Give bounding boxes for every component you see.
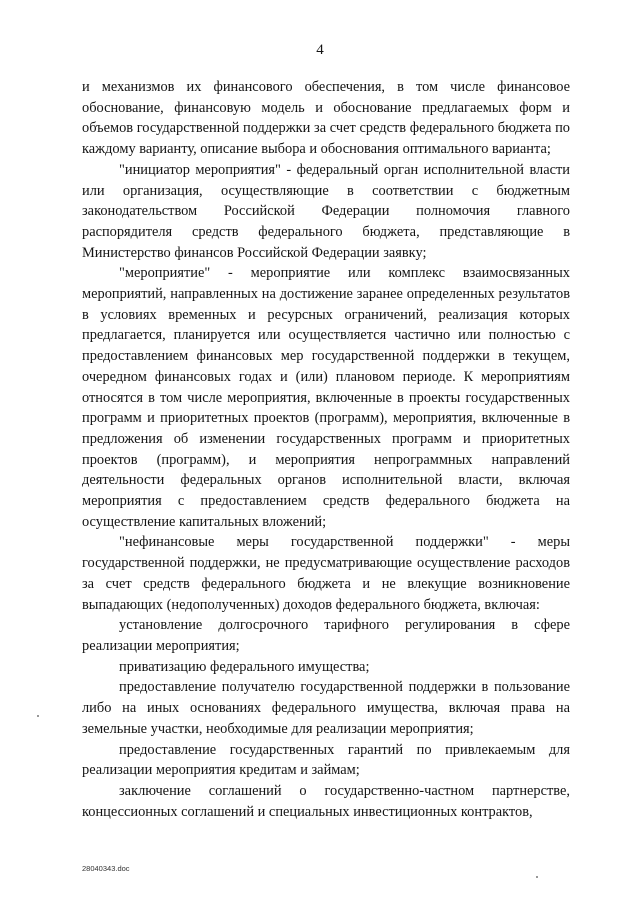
list-item-tariff-regulation: установление долгосрочного тарифного регулирования в сфере реализации мероприятия; [82,617,570,654]
list-item-privatization: приватизацию федерального имущества; [119,658,370,675]
scan-speck [536,876,538,878]
paragraph-event-definition: "мероприятие" - мероприятие или комплекс взаимосвязанных мероприятий, направленных на достижение заранее определенных результатов в условиях временных и ресурсных ограничений, реализация которых предлагается, планируется или осуществляется частично или полностью с предоставлением финансовых мер государственной поддержки в текущем, очередном финансовых годах и (или) плановом периоде. К мероприятиям относятся в том числе мероприятия, включенные в проекты государственных программ и приоритетных проектов (программ), мероприятия, включенные в предложения об изменении государственных программ и приоритетных проектов (программ), и мероприятия непрограммных направлений деятельности федеральных органов исполнительной власти, включая мероприятия с предоставлением средств федерального бюджета на осуществление капитальных вложений; [82,265,570,530]
list-item-state-guarantees: предоставление государственных гарантий по привлекаемым для реализации мероприятия кредитам и займам; [82,741,570,779]
document-body [82,77,570,822]
list-item-agreements: заключение соглашений о государственно-частном партнерстве, концессионных соглашений и специальных инвестиционных контрактов, [82,782,570,820]
paragraph-nonfinancial-measures-definition: "нефинансовые меры государственной поддержки" - меры государственной поддержки, не предусматривающие осуществление расходов за счет средств федерального бюджета и не влекущие возникновение выпадающих (недополученных) доходов федерального бюджета, включая: [82,534,570,613]
paragraph-continuation: и механизмов их финансового обеспечения, в том числе финансовое обоснование, финансовую модель и обоснование предлагаемых форм и объемов государственной поддержки за счет средств федерального бюджета по каждому варианту, описание выбора и обоснования оптимального варианта; [82,79,570,158]
page-number: 4 [316,42,324,58]
scan-speck [37,715,39,717]
list-item-property-provision: предоставление получателю государственной поддержки в пользование либо на иных основаниях федерального имущества, включая права на земельные участки, необходимые для реализации мероприятия; [82,679,570,737]
footer-filename: 28040343.doc [82,864,130,873]
paragraph-initiator-definition: "инициатор мероприятия" - федеральный орган исполнительной власти или организация, осуществляющие в соответствии с бюджетным законодательством Российской Федерации полномочия главного распорядителя средств федерального бюджета, представляющие в Министерство финансов Российской Федерации заявку; [82,161,570,261]
